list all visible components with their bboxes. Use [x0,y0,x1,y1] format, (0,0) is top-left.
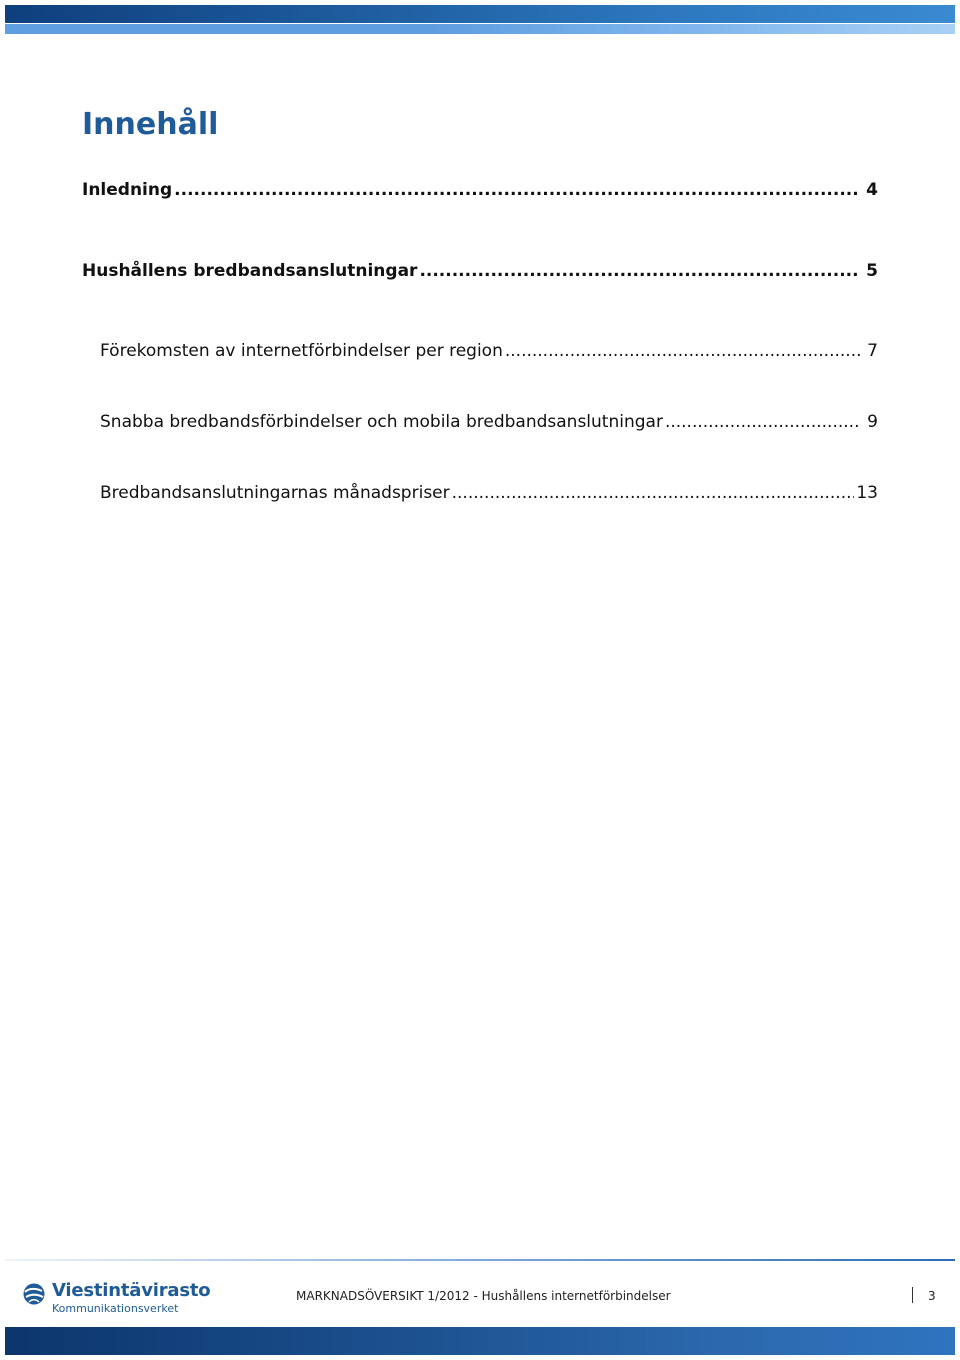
toc-leader-dots [419,261,860,281]
header-decorative-band-light [5,24,955,34]
toc-entry-text: Förekomsten av internetförbindelser per region [100,341,503,361]
toc-entry-page: 9 [867,412,878,432]
toc-entry-inledning[interactable] [82,180,878,200]
toc-entry-text: Bredbandsanslutningarnas månadspriser [100,483,450,503]
toc-entry-page: 13 [856,483,878,503]
footer-rule [5,1259,955,1261]
globe-logo-icon [22,1282,46,1306]
toc-entry-manadspriser[interactable] [100,483,878,503]
toc-leader-dots [665,412,860,432]
toc-leader-dots [452,483,855,503]
footer-divider [912,1287,913,1303]
toc-entry-text: Snabba bredbandsförbindelser och mobila bredbandsanslutningar [100,412,663,432]
footer-logo [22,1282,212,1322]
header-decorative-band [5,5,955,23]
footer-decorative-band [5,1327,955,1355]
logo-subtitle: Kommunikationsverket [52,1302,179,1315]
toc-entry-page: 5 [866,261,878,281]
toc-leader-dots [174,180,860,200]
logo-name: Viestintävirasto [52,1280,211,1301]
toc-entry-hushallens-bredbandsanslutningar[interactable] [82,261,878,281]
toc-entry-page: 4 [866,180,878,200]
toc-leader-dots [505,341,860,361]
toc-entry-forekomsten-per-region[interactable] [100,341,878,361]
toc-entry-snabba-bredbandsforbindelser[interactable] [100,412,878,432]
toc-title: Innehåll [82,107,219,142]
footer-document-title: MARKNADSÖVERSIKT 1/2012 - Hushållens internetförbindelser [296,1289,671,1303]
footer-page-number: 3 [928,1289,936,1303]
toc-entry-page: 7 [867,341,878,361]
toc-entry-text: Hushållens bredbandsanslutningar [82,261,418,281]
toc-entry-text: Inledning [82,180,173,200]
